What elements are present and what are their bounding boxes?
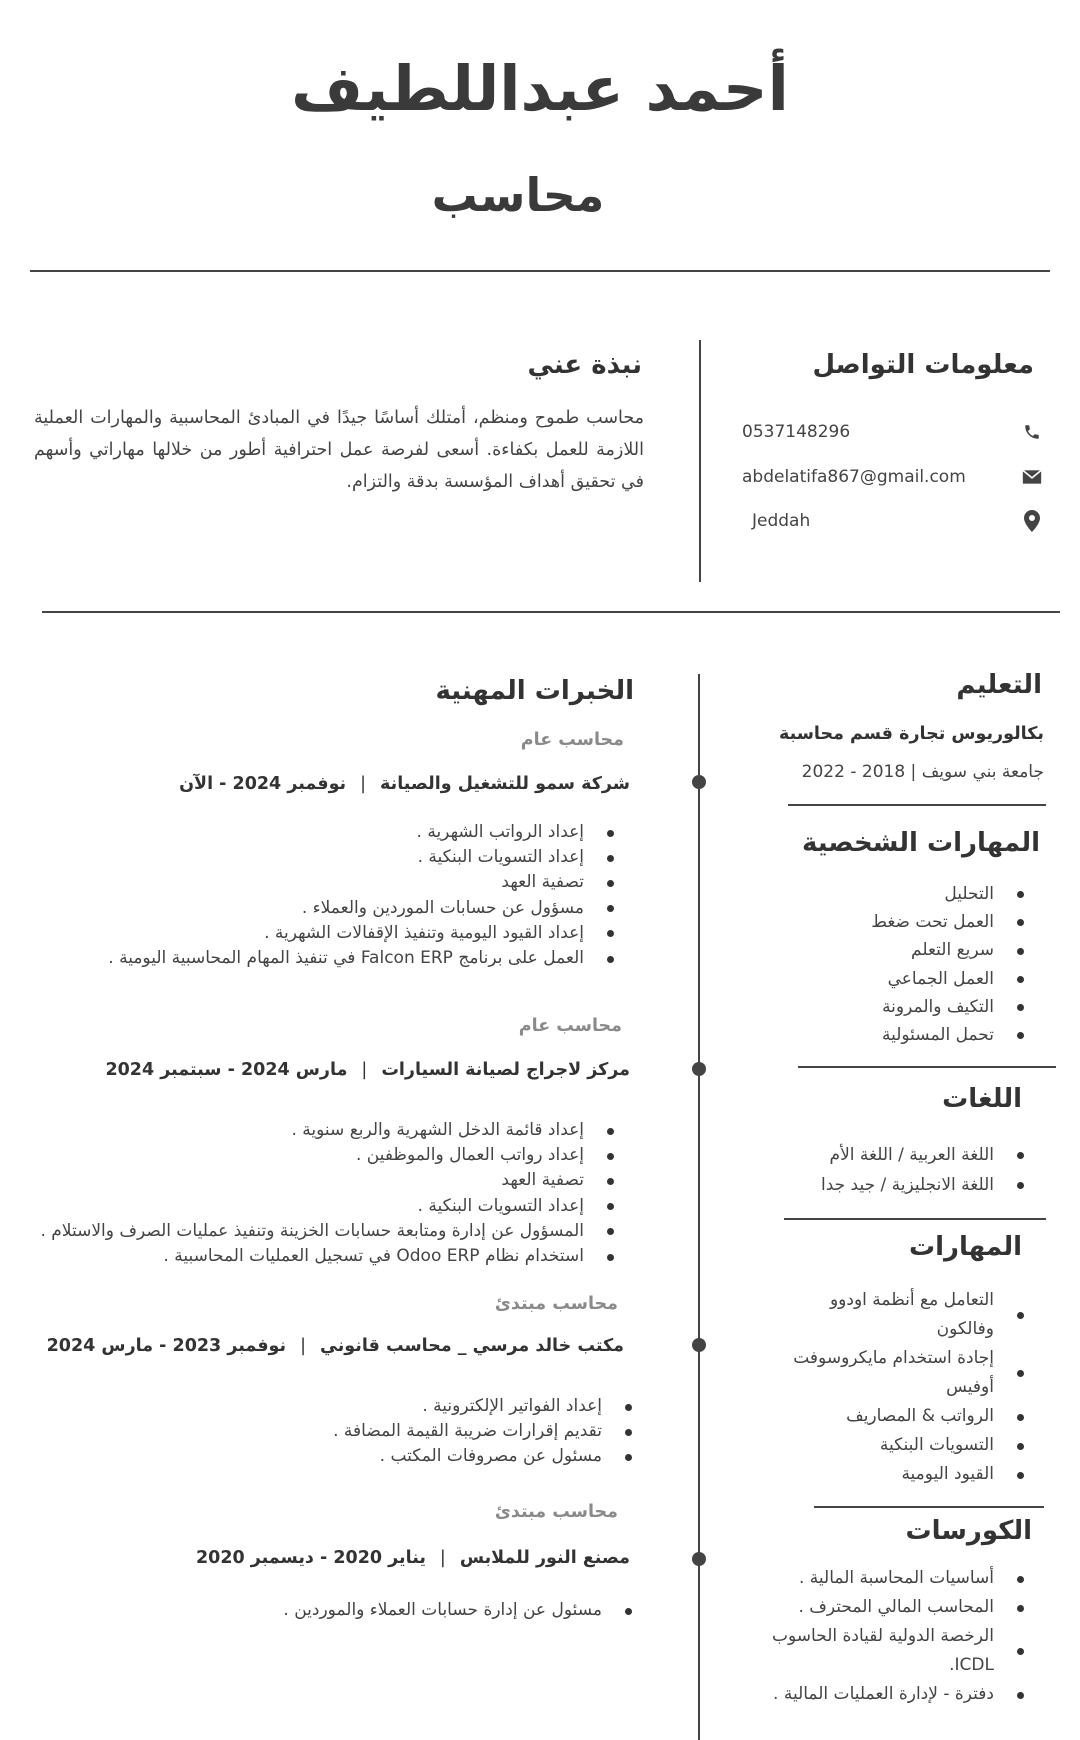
languages-heading: اللغات (942, 1084, 1022, 1114)
list-item: الرواتب & المصاريف (780, 1402, 1030, 1431)
job-title: محاسب (431, 168, 605, 222)
person-name: أحمد عبداللطيف (291, 52, 789, 125)
personal-skills-divider (798, 1066, 1056, 1068)
education-university: جامعة بني سويف | 2018 - 2022 (801, 762, 1044, 782)
job-tasks (108, 820, 620, 971)
list-item: العمل الجماعي (871, 965, 1030, 993)
list-item: إجادة استخدام مايكروسوفت أوفيس (780, 1344, 1030, 1402)
list-item: إعداد قائمة الدخل الشهرية والربع سنوية . (40, 1118, 620, 1143)
list-item: إعداد الفواتير الإلكترونية . (333, 1394, 638, 1419)
job-role: محاسب عام (520, 730, 624, 750)
list-item: التكيف والمرونة (871, 993, 1030, 1021)
list-item: سريع التعلم (871, 936, 1030, 964)
job-header: مركز لاجراج لصيانة السيارات|مارس 2024 - سبتمبر 2024 (105, 1060, 630, 1080)
job-company: مصنع النور للملابس (459, 1548, 630, 1568)
list-item: التحليل (871, 880, 1030, 908)
list-item: إعداد التسويات البنكية . (108, 845, 620, 870)
list-item: مسئول عن إدارة حسابات العملاء والموردين . (283, 1598, 638, 1623)
skills-heading: المهارات (908, 1232, 1022, 1262)
contact-email (742, 462, 1042, 492)
list-item: تحمل المسئولية (871, 1021, 1030, 1049)
list-item: إعداد رواتب العمال والموظفين . (40, 1143, 620, 1168)
list-item: اللغة الانجليزية / جيد جدا (821, 1170, 1030, 1200)
top-column-divider (699, 340, 701, 582)
courses-list (770, 1564, 1030, 1709)
job-role: محاسب عام (518, 1016, 622, 1036)
education-degree: بكالوريوس تجارة قسم محاسبة (778, 724, 1044, 744)
job-tasks (333, 1394, 638, 1470)
list-item: أساسيات المحاسبة المالية . (770, 1564, 1030, 1593)
skills-divider (814, 1506, 1044, 1508)
header-divider (30, 270, 1050, 272)
list-item: العمل تحت ضغط (871, 908, 1030, 936)
job-company: مكتب خالد مرسي _ محاسب قانوني (320, 1336, 624, 1356)
list-item: التعامل مع أنظمة اودوو وفالكون (780, 1286, 1030, 1344)
job-header: شركة سمو للتشغيل والصيانة|نوفمبر 2024 - الآن (179, 774, 630, 794)
timeline-dot (692, 775, 706, 789)
list-item: مسؤول عن حسابات الموردين والعملاء . (108, 896, 620, 921)
timeline-dot (692, 1338, 706, 1352)
skills-list (780, 1286, 1030, 1489)
phone-icon (1022, 422, 1042, 442)
list-item: مسئول عن مصروفات المكتب . (333, 1444, 638, 1469)
list-item: الرخصة الدولية لقيادة الحاسوب ICDL. (770, 1622, 1030, 1680)
list-item: دفترة - لإدارة العمليات المالية . (770, 1680, 1030, 1709)
email-value[interactable]: abdelatifa867@gmail.com (742, 467, 966, 487)
list-item: المحاسب المالي المحترف . (770, 1593, 1030, 1622)
main-column-divider (698, 674, 700, 1740)
job-header: مصنع النور للملابس|يناير 2020 - ديسمبر 2020 (195, 1548, 630, 1568)
job-period: نوفمبر 2024 - الآن (179, 774, 347, 794)
courses-heading: الكورسات (905, 1516, 1032, 1546)
about-heading: نبذة عني (527, 350, 642, 380)
section-divider (42, 611, 1060, 613)
experience-heading: الخبرات المهنية (435, 676, 634, 706)
list-item: التسويات البنكية (780, 1431, 1030, 1460)
contact-location (742, 506, 1042, 536)
education-heading: التعليم (956, 670, 1042, 700)
list-item: استخدام نظام Odoo ERP في تسجيل العمليات المحاسبية . (40, 1244, 620, 1269)
job-company: مركز لاجراج لصيانة السيارات (381, 1060, 630, 1080)
timeline-dot (692, 1062, 706, 1076)
list-item: المسؤول عن إدارة ومتابعة حسابات الخزينة وتنفيذ عمليات الصرف والاستلام . (40, 1219, 620, 1244)
list-item: تصفية العهد (108, 870, 620, 895)
list-item: تصفية العهد (40, 1168, 620, 1193)
email-icon (1022, 467, 1042, 487)
list-item: إعداد التسويات البنكية . (40, 1194, 620, 1219)
job-tasks (40, 1118, 620, 1269)
job-role: محاسب مبتدئ (494, 1502, 618, 1522)
list-item: تقديم إقرارات ضريبة القيمة المضافة . (333, 1419, 638, 1444)
languages-divider (784, 1218, 1046, 1220)
education-divider (788, 804, 1046, 806)
about-text: محاسب طموح ومنظم، أمتلك أساسًا جيدًا في المبادئ المحاسبية والمهارات العملية اللازمة للعمل بكفاءة. أسعى لفرصة عمل احترافية أطور من خلالها مهاراتي وأسهم في تحقيق أهداف المؤسسة بدقة والتزام. (34, 408, 644, 492)
job-role: محاسب مبتدئ (494, 1294, 618, 1314)
job-company: شركة سمو للتشغيل والصيانة (380, 774, 630, 794)
list-item: العمل على برنامج Falcon ERP في تنفيذ المهام المحاسبية اليومية . (108, 946, 620, 971)
location-value: Jeddah (752, 511, 811, 531)
personal-skills-heading: المهارات الشخصية (802, 828, 1040, 858)
job-period: مارس 2024 - سبتمبر 2024 (105, 1060, 348, 1080)
location-icon (1022, 511, 1042, 531)
list-item: إعداد الرواتب الشهرية . (108, 820, 620, 845)
job-tasks (283, 1598, 638, 1623)
job-period: نوفمبر 2023 - مارس 2024 (46, 1336, 287, 1356)
contact-heading: معلومات التواصل (812, 350, 1034, 380)
list-item: اللغة العربية / اللغة الأم (821, 1140, 1030, 1170)
languages-list (821, 1140, 1030, 1200)
job-period: يناير 2020 - ديسمبر 2020 (195, 1548, 426, 1568)
timeline-dot (692, 1552, 706, 1566)
list-item: القيود اليومية (780, 1460, 1030, 1489)
phone-value: 0537148296 (742, 422, 851, 442)
personal-skills-list (871, 880, 1030, 1049)
job-header: مكتب خالد مرسي _ محاسب قانوني|نوفمبر 2023 - مارس 2024 (46, 1336, 624, 1356)
contact-phone (742, 417, 1042, 447)
list-item: إعداد القيود اليومية وتنفيذ الإقفالات الشهرية . (108, 921, 620, 946)
